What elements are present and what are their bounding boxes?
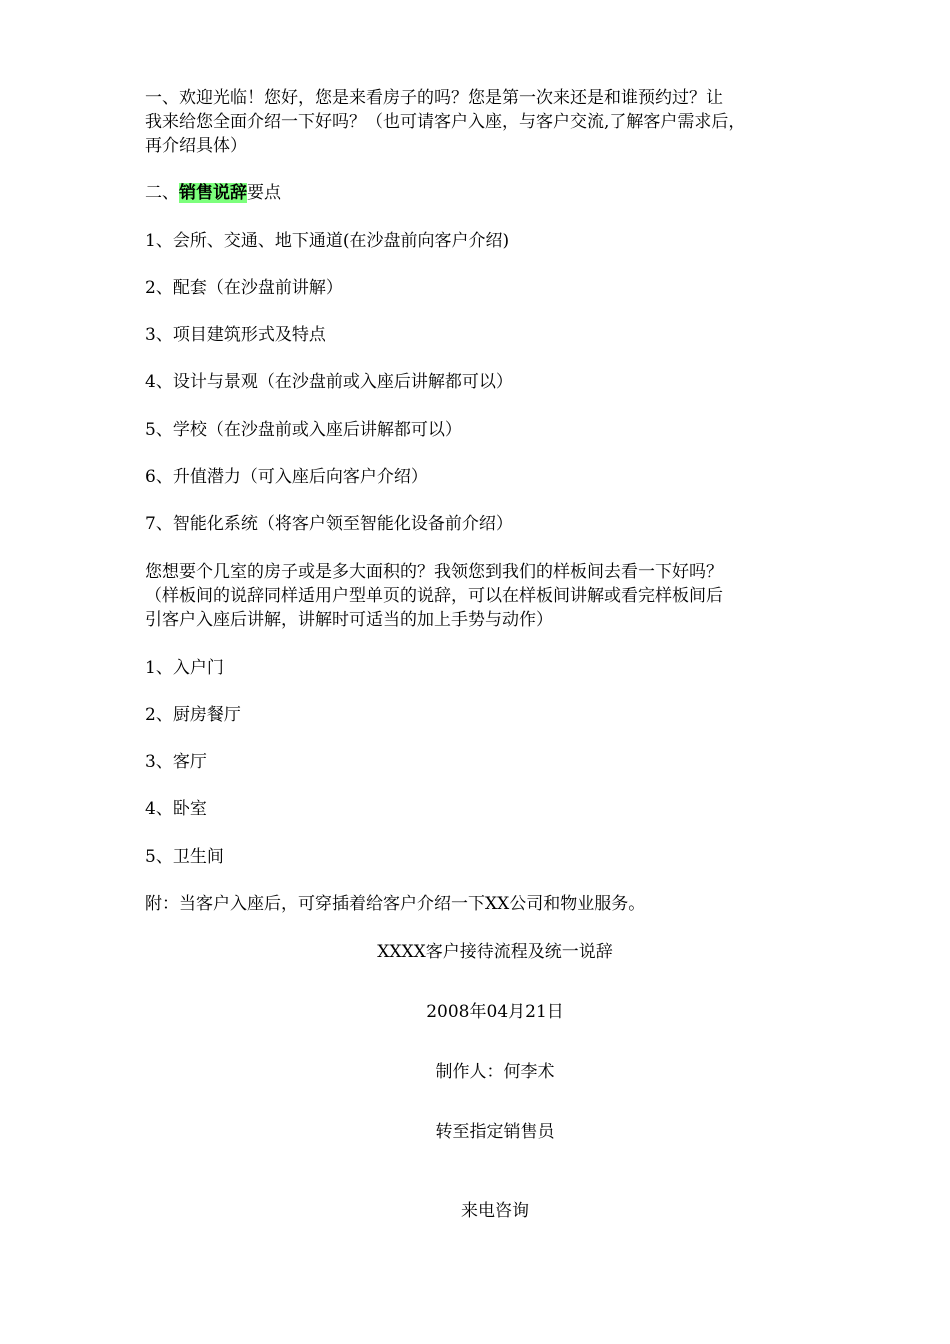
intro-line-2: 我来给您全面介绍一下好吗？（也可请客户入座，与客户交流,了解客户需求后，: [145, 112, 746, 132]
section-2-heading: [145, 181, 815, 205]
section-2-suffix: 要点: [247, 183, 281, 203]
room-2: 2、厨房餐厅: [145, 705, 241, 725]
point-7: 7、智能化系统（将客户领至智能化设备前介绍）: [145, 514, 513, 534]
sample-line-3: 引客户入座后讲解，讲解时可适当的加上手势与动作）: [145, 610, 553, 630]
sample-line-1: 您想要个几室的房子或是多大面积的？我领您到我们的样板间去看一下好吗？: [145, 562, 723, 582]
call-step: 来电咨询: [461, 1201, 529, 1221]
intro-line-1: 一、欢迎光临！您好，您是来看房子的吗？您是第一次来还是和谁预约过？让: [145, 88, 723, 108]
point-3: 3、项目建筑形式及特点: [145, 325, 326, 345]
intro-line-3: 再介绍具体）: [145, 136, 247, 156]
room-3: 3、客厅: [145, 752, 207, 772]
point-4: 4、设计与景观（在沙盘前或入座后讲解都可以）: [145, 372, 513, 392]
room-5: 5、卫生间: [145, 847, 224, 867]
point-6: 6、升值潜力（可入座后向客户介绍）: [145, 467, 428, 487]
section-2-prefix: 二、: [145, 183, 179, 203]
room-1: 1、入户门: [145, 658, 224, 678]
sample-line-2: （样板间的说辞同样适用户型单页的说辞，可以在样板间讲解或看完样板间后: [145, 586, 723, 606]
section-2-highlight: 销售说辞: [179, 183, 247, 203]
point-2: 2、配套（在沙盘前讲解）: [145, 278, 343, 298]
room-4: 4、卧室: [145, 799, 207, 819]
point-1: 1、会所、交通、地下通道(在沙盘前向客户介绍): [145, 231, 510, 251]
document-author: 制作人：何李术: [435, 1062, 555, 1082]
appendix-note: 附：当客户入座后，可穿插着给客户介绍一下XX公司和物业服务。: [145, 894, 646, 914]
document-date: 2008年04月21日: [426, 1002, 564, 1022]
point-5: 5、学校（在沙盘前或入座后讲解都可以）: [145, 420, 462, 440]
document-title: XXXX客户接待流程及统一说辞: [377, 942, 613, 962]
transfer-step: 转至指定销售员: [435, 1122, 555, 1142]
